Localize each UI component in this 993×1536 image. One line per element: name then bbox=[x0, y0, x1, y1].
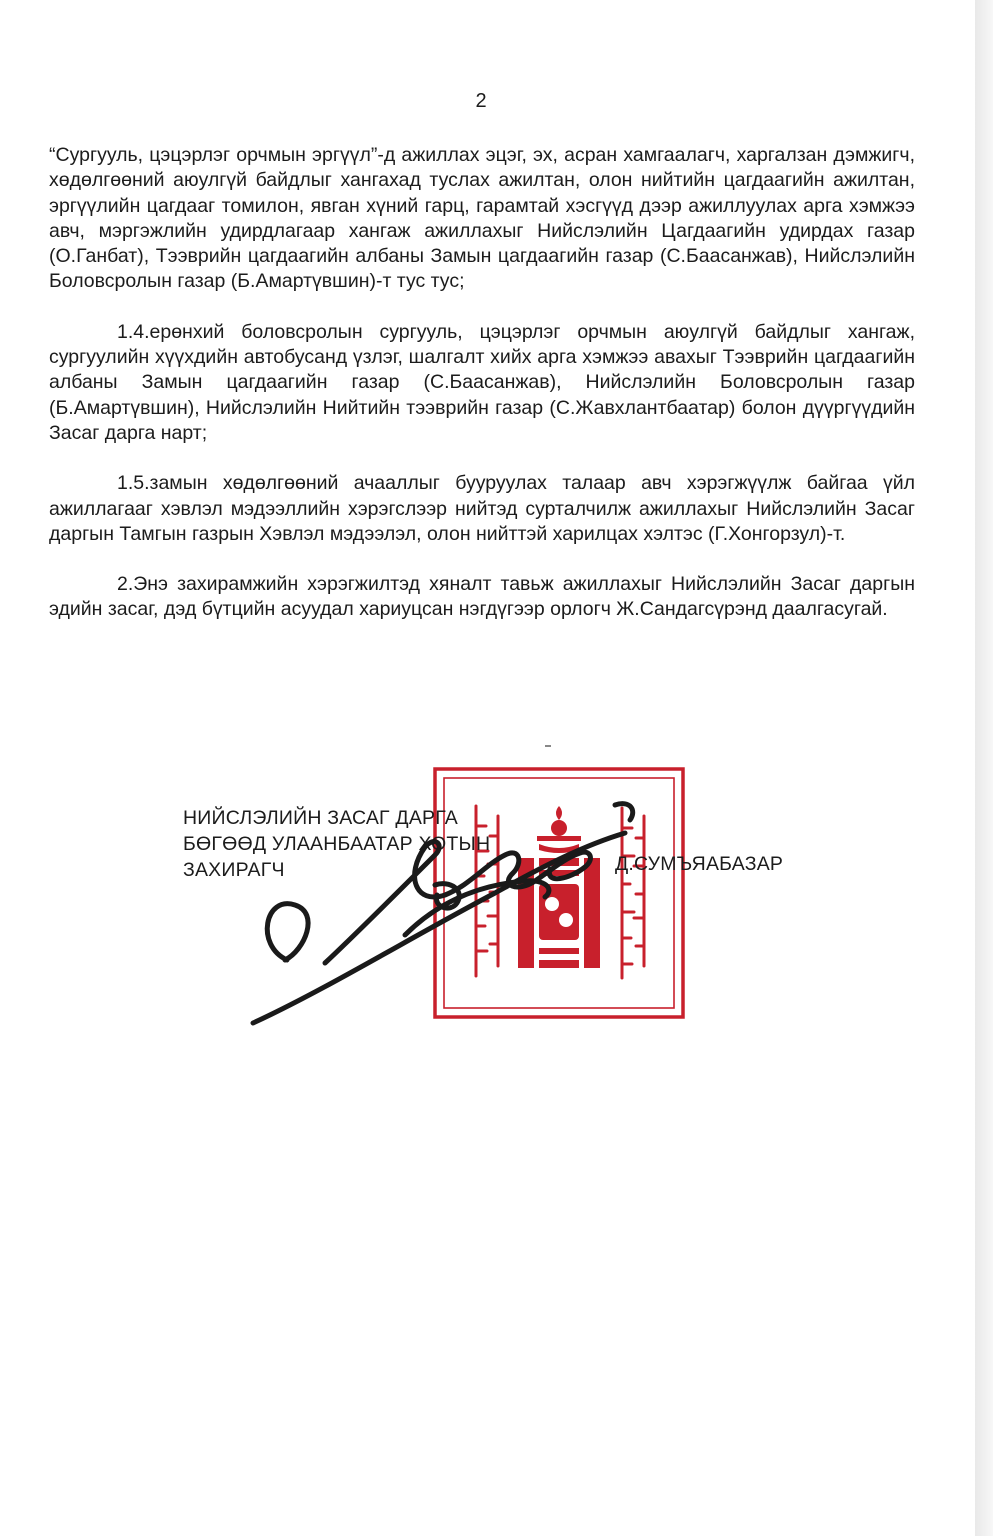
page-number: 2 bbox=[475, 90, 487, 112]
paragraph-1-4: 1.4.ерөнхий боловсролын сургууль, цэцэрлэг орчмын аюулгүй байдлыг хангаж, сургуулийн хүүхдийн автобусанд үзлэг, шалгалт хийх арга хэмжээ авахыг Тээврийн цагдаагийн албаны Замын цагдаагийн газар (С.Баасанжав), Нийслэлийн Боловсролын газар (Б.Амартүвшин), Нийслэлийн Нийтийн тээврийн газар (С.Жавхлантбаатар) болон дүүргүүдийн Засаг дарга нарт; bbox=[49, 320, 915, 444]
paragraph-1-5: 1.5.замын хөдөлгөөний ачааллыг бууруулах талаар авч хэрэгжүүлж байгаа үйл ажиллагааг хэвлэл мэдээллийн хэрэгслээр нийтэд сурталчилж ажиллахыг Нийслэлийн Засаг даргын Тамгын газрын Хэвлэл мэдээлэл, олон нийттэй харилцах хэлтэс (Г.Хонгорзул)-т. bbox=[49, 472, 915, 545]
scan-edge-shadow bbox=[975, 0, 993, 1536]
document-body bbox=[49, 143, 915, 623]
paragraph-continuation: “Сургууль, цэцэрлэг орчмын эргүүл”-д ажиллах эцэг, эх, асран хамгаалагч, харгалзан дэмжигч, хөдөлгөөний аюулгүй байдлыг хангахад туслах ажилтан, олон нийтийн цагдаагийн ажилтан, эргүүлийн цагдааг томилон, явган хүний гарц, гарамтай хэсгүүд дээр ажиллуулах арга хэмжээ авч, мэргэжлийн удирдлагаар хангаж ажиллахыг Нийслэлийн Цагдаагийн удирдах газар (О.Ганбат), Тээврийн цагдаагийн албаны Замын цагдаагийн газар (С.Баасанжав), Нийслэлийн Боловсролын газар (Б.Амартүвшин)-т тус тус; bbox=[49, 144, 915, 293]
signatory-title-line-2: БӨГӨӨД УЛААНБААТАР ХОТЫН bbox=[183, 833, 491, 855]
handwritten-signature bbox=[245, 785, 650, 1030]
signatory-title-line-1: НИЙСЛЭЛИЙН ЗАСАГ ДАРГА bbox=[183, 807, 458, 829]
signatory-title-line-3: ЗАХИРАГЧ bbox=[183, 859, 285, 881]
paragraph-2: 2.Энэ захирамжийн хэрэгжилтэд хяналт тавьж ажиллахыг Нийслэлийн Засаг даргын эдийн засаг, дэд бүтцийн асуудал хариуцсан нэгдүгээр орлогч Ж.Сандагсүрэнд даалгасугай. bbox=[49, 573, 915, 621]
scan-speck bbox=[545, 745, 551, 747]
signatory-name: Д.СУМЪЯАБАЗАР bbox=[615, 853, 784, 875]
